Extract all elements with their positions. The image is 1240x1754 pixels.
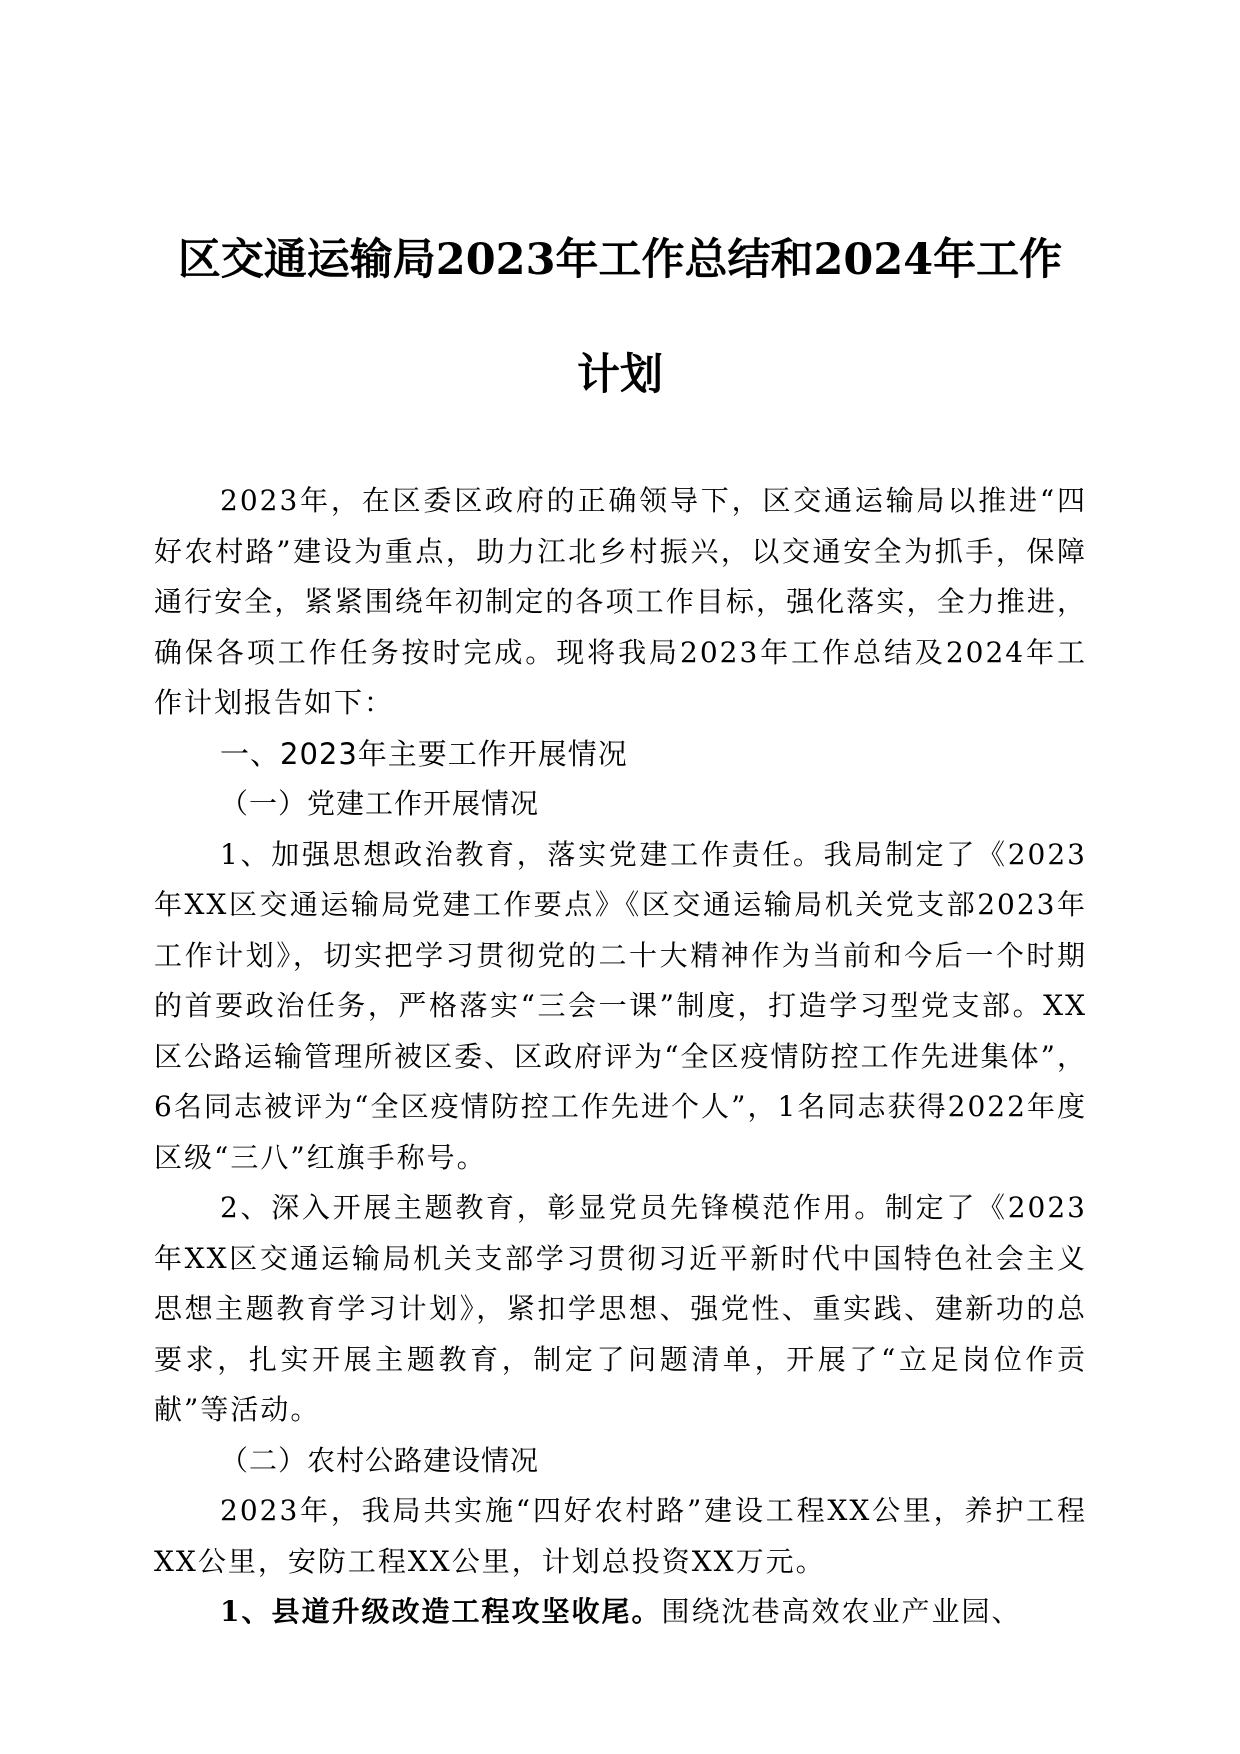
document-title-line-2: 计划 [577, 350, 663, 400]
intro-paragraph: 2023年，在区委区政府的正确领导下，区交通运输局以推进“四好农村路”建设为重点，助力江北乡村振兴，以交通安全为抓手，保障通行安全，紧紧围绕年初制定的各项工作目标，强化落实，全力推进，确保各项工作任务按时完成。现将我局2023年工作总结及2024年工作计划报告如下： [154, 484, 1087, 719]
party-item-2-paragraph: 2、深入开展主题教育，彰显党员先锋模范作用。制定了《2023年XX区交通运输局机关支部学习贯彻习近平新时代中国特色社会主义思想主题教育学习计划》，紧扣学思想、强党性、重实践、建新功的总要求，扎实开展主题教育，制定了问题清单，开展了“立足岗位作贡献”等活动。 [154, 1191, 1087, 1426]
document-body [154, 476, 1087, 1638]
subsection-heading-roads: （二）农村公路建设情况 [220, 1443, 540, 1477]
party-item-1-paragraph: 1、加强思想政治教育，落实党建工作责任。我局制定了《2023年XX区交通运输局党建工作要点》《区交通运输局机关党支部2023年工作计划》，切实把学习贯彻党的二十大精神作为当前和今后一个时期的首要政治任务，严格落实“三会一课”制度，打造学习型党支部。XX区公路运输管理所被区委、区政府评为“全区疫情防控工作先进集体”，6名同志被评为“全区疫情防控工作先进个人”，1名同志获得2022年度区级“三八”红旗手称号。 [154, 837, 1087, 1174]
roads-item-1-paragraph [154, 1587, 1087, 1638]
roads-item-1-lead: 1、县道升级改造工程攻坚收尾。 [220, 1595, 662, 1628]
roads-item-1-text: 围绕沈巷高效农业产业园、 [661, 1595, 1022, 1628]
subsection-heading-party: （一）党建工作开展情况 [220, 787, 540, 820]
document-title-line-1: 区交通运输局2023年工作总结和2024年工作 [177, 235, 1063, 285]
section-heading-1: 一、2023年主要工作开展情况 [220, 736, 628, 771]
roads-intro-paragraph: 2023年，我局共实施“四好农村路”建设工程XX公里，养护工程XX公里，安防工程XX公里，计划总投资XX万元。 [154, 1494, 1087, 1578]
